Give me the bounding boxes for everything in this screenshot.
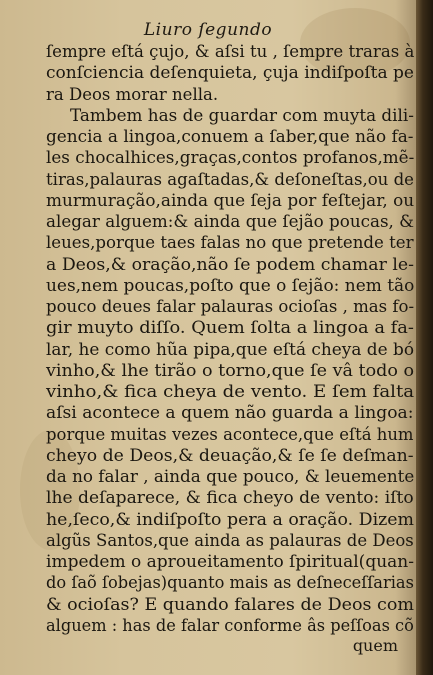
text-line: tiras,palauras agaſtadas,& deſoneſtas,ou de <box>46 169 414 189</box>
text-line: les chocalhices,graças,contos profanos,mẽ- <box>46 148 415 168</box>
text-line: a Deos,& oração,não ſe podem chamar le- <box>46 254 414 274</box>
text-line: Tambem has de guardar com muyta dili- <box>70 105 414 125</box>
text-line: gencia a lingoa,conuem a ſaber,que não fa- <box>46 127 414 146</box>
catchword: quem <box>352 636 398 655</box>
text-line: algũs Santos,que ainda as palauras de Deos <box>46 530 414 550</box>
text-line: lhe deſaparece, & fica cheyo de vento: iſto <box>46 488 414 508</box>
text-line: do ſaõ ſobejas)quanto mais as deſneceſſarias <box>46 573 414 593</box>
text-line: porque muitas vezes acontece,que eſtá hum <box>46 424 414 444</box>
text-line: da no falar , ainda que pouco, & leuemente <box>46 467 415 486</box>
text-line: gir muyto diſſo. Quem ſolta a lingoa a fa- <box>46 318 414 338</box>
text-line: ra Deos morar nella. <box>46 84 219 104</box>
text-line: impedem o aproueitamento ſpiritual(quan- <box>46 552 415 571</box>
text-line: he,ſeco,& indiſpoſto pera a oração. Dizem <box>46 509 414 529</box>
text-line: conſciencia deſenquieta, çuja indiſpoſta pe <box>46 63 415 83</box>
text-line: alguem : has de falar conforme âs peſſoas cõ <box>46 615 414 635</box>
text-line: & ocioſas? E quando falares de Deos com <box>46 594 414 614</box>
text-line: pouco deues falar palauras ocioſas , mas fo- <box>46 297 415 316</box>
book-spine-edge <box>416 0 433 675</box>
text-line: murmuração,ainda que ſeja por feſtejar, ou <box>46 190 415 210</box>
text-line: ues,nem poucas,poſto que o ſejão: nem tão <box>46 275 415 295</box>
text-line: aſsi acontece a quem não guarda a lingoa: <box>46 403 414 423</box>
text-line: lar, he como hũa pipa,que eſtá cheya de bó <box>46 339 415 359</box>
text-line: vinho,& lhe tirão o torno,que ſe vâ todo o <box>46 360 415 380</box>
text-line: alegar alguem:& ainda que ſejão poucas, & <box>46 212 415 231</box>
running-head: Liuro ſegundo <box>143 20 273 40</box>
text-line: cheyo de Deos,& deuação,& ſe ſe deſman- <box>46 445 414 465</box>
text-line: leues,porque taes falas no que pretende ter <box>46 233 414 253</box>
text-line: ſempre eſtá çujo, & aſsi tu , ſempre traras à <box>46 42 415 61</box>
text-line: vinho,& fica cheya de vento. E ſem falta <box>46 382 415 401</box>
